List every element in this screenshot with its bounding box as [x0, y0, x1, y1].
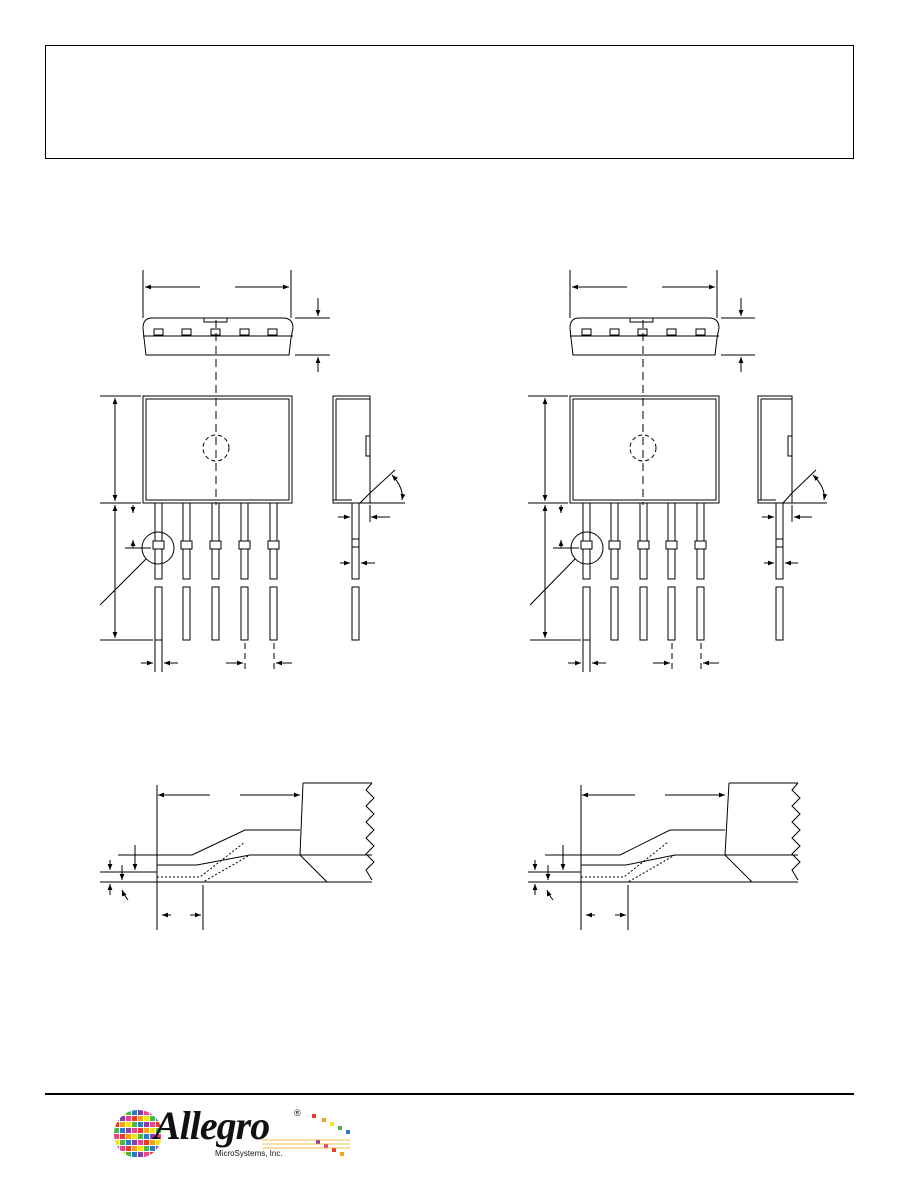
- logo-tile: [132, 1146, 137, 1151]
- logo-tile: [132, 1128, 137, 1133]
- logo-tile: [150, 1158, 155, 1163]
- logo-tile: [144, 1110, 149, 1115]
- logo-tile: [120, 1110, 125, 1115]
- package-variant-left: [100, 270, 405, 672]
- logo-tile: [138, 1146, 143, 1151]
- logo-tile: [126, 1146, 131, 1151]
- logo-trail-dot: [316, 1140, 320, 1144]
- logo-tile: [162, 1158, 167, 1163]
- logo-tile: [156, 1158, 161, 1163]
- logo-tile: [162, 1152, 167, 1157]
- logo-tile: [114, 1140, 119, 1145]
- logo-tile: [120, 1140, 125, 1145]
- logo-tile: [156, 1152, 161, 1157]
- logo-trail-dot: [338, 1126, 342, 1130]
- logo-tile: [138, 1116, 143, 1121]
- logo-tile: [126, 1116, 131, 1121]
- brand-name: Allegro: [154, 1103, 270, 1148]
- logo-trail-dot: [340, 1152, 344, 1156]
- logo-tile: [144, 1134, 149, 1139]
- logo-tile: [144, 1152, 149, 1157]
- logo-tile: [144, 1158, 149, 1163]
- logo-tile: [138, 1140, 143, 1145]
- logo-tile: [132, 1158, 137, 1163]
- logo-tile: [126, 1122, 131, 1127]
- logo-tile: [144, 1146, 149, 1151]
- logo-tile: [138, 1134, 143, 1139]
- logo-tile: [120, 1146, 125, 1151]
- logo-tile: [120, 1134, 125, 1139]
- registered-mark: ®: [294, 1108, 301, 1118]
- logo-tile: [132, 1134, 137, 1139]
- logo-tile: [126, 1158, 131, 1163]
- package-variant-right: [528, 270, 827, 672]
- logo-tile: [144, 1128, 149, 1133]
- logo-tile: [126, 1128, 131, 1133]
- logo-tile: [114, 1122, 119, 1127]
- logo-tile: [144, 1122, 149, 1127]
- logo-tile: [132, 1140, 137, 1145]
- logo-trail-dot: [312, 1114, 316, 1118]
- logo-tile: [120, 1152, 125, 1157]
- logo-tile: [114, 1158, 119, 1163]
- logo-tile: [150, 1152, 155, 1157]
- logo-tile: [126, 1140, 131, 1145]
- logo-tile: [120, 1128, 125, 1133]
- logo-tile: [120, 1116, 125, 1121]
- logo-tile: [126, 1134, 131, 1139]
- logo-tile: [138, 1128, 143, 1133]
- logo-tile: [114, 1110, 119, 1115]
- logo-trail-dot: [330, 1122, 334, 1126]
- logo-tile: [132, 1152, 137, 1157]
- logo-tile: [138, 1110, 143, 1115]
- logo-tile: [114, 1128, 119, 1133]
- lead-detail-right: [528, 783, 800, 930]
- brand-subtitle: MicroSystems, Inc.: [215, 1149, 283, 1158]
- logo-tile: [126, 1110, 131, 1115]
- logo-tile: [126, 1152, 131, 1157]
- logo-tile: [114, 1146, 119, 1151]
- logo-tile: [138, 1158, 143, 1163]
- logo-tile: [120, 1158, 125, 1163]
- logo-tile: [144, 1140, 149, 1145]
- logo-tile: [120, 1122, 125, 1127]
- logo-trail-dot: [332, 1148, 336, 1152]
- logo-tile: [114, 1116, 119, 1121]
- lead-detail-left: [100, 783, 374, 930]
- logo-tile: [138, 1122, 143, 1127]
- logo-tile: [114, 1152, 119, 1157]
- logo-tile: [132, 1116, 137, 1121]
- logo-tile: [144, 1116, 149, 1121]
- footer-rule: [45, 1093, 854, 1095]
- logo-trail-dot: [324, 1144, 328, 1148]
- logo-tile: [132, 1110, 137, 1115]
- logo-trail-dot: [322, 1118, 326, 1122]
- logo-tile: [114, 1134, 119, 1139]
- logo-tile: [132, 1122, 137, 1127]
- logo-tile: [138, 1152, 143, 1157]
- allegro-logo: [112, 1100, 362, 1170]
- logo-trail-dot: [346, 1130, 350, 1134]
